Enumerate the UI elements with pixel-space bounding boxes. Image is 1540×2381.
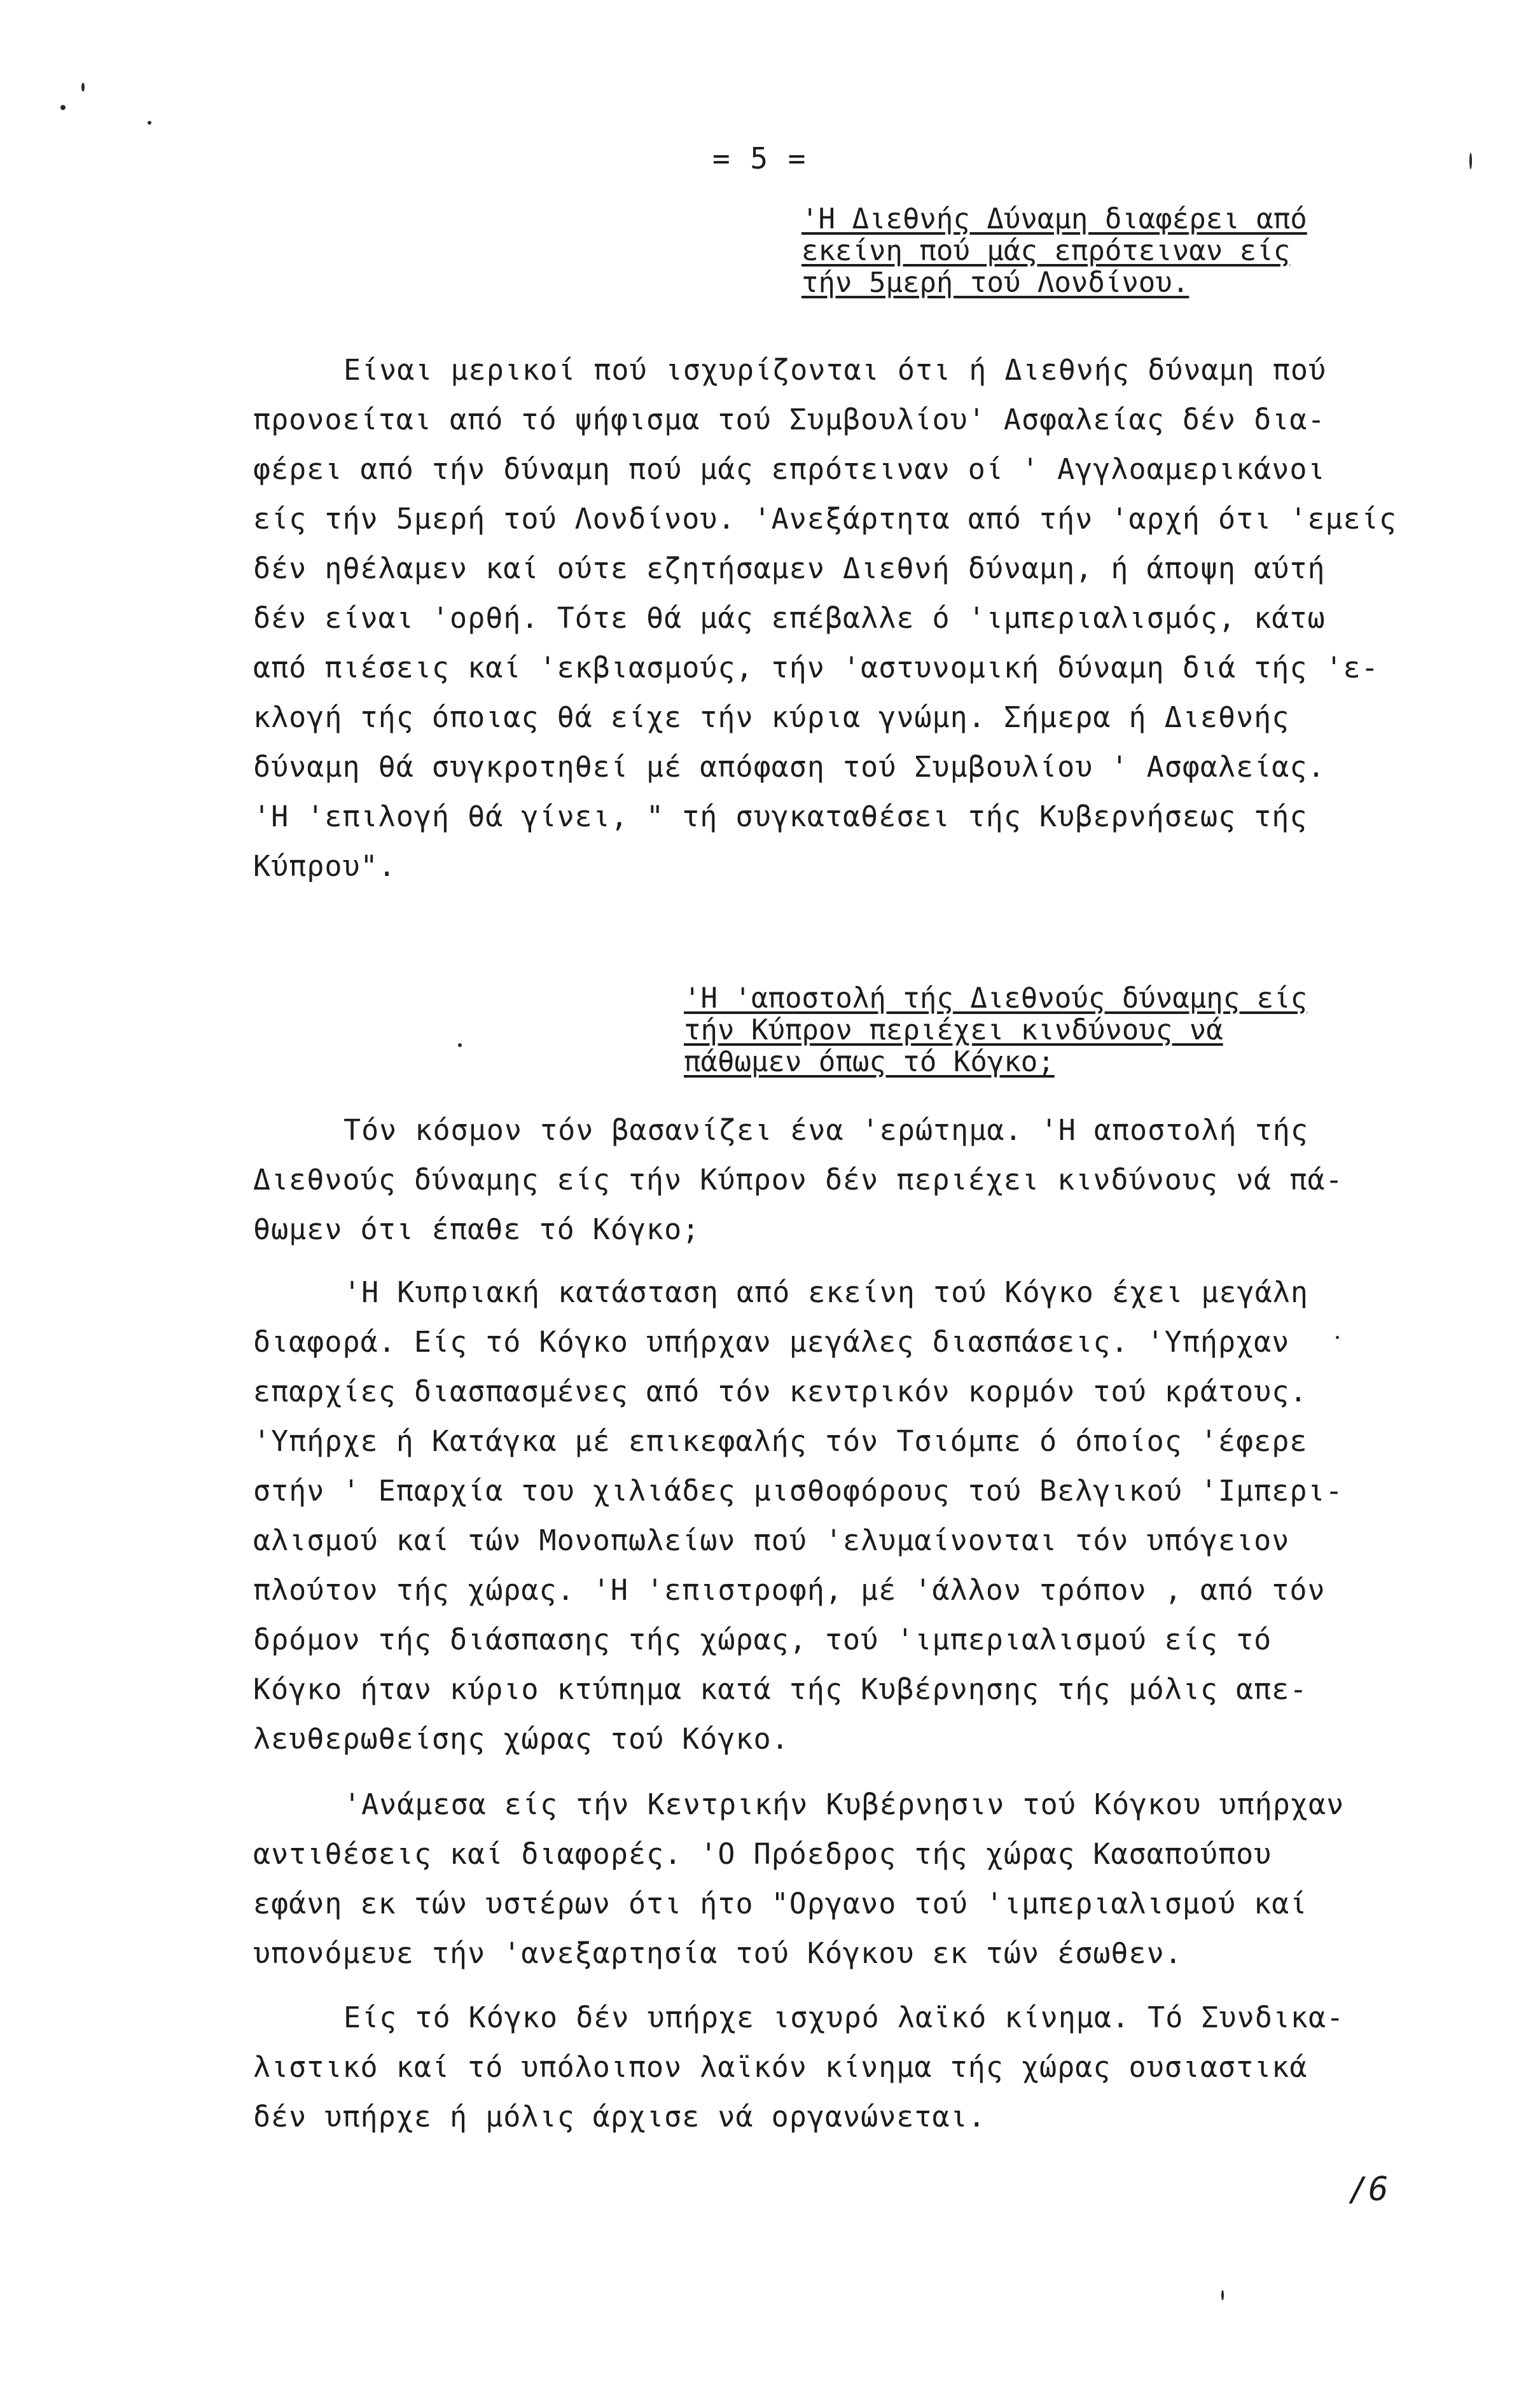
continuation-marker: /6 [1349, 2170, 1389, 2209]
heading-line: πάθωμεν όπως τό Κόγκο; [684, 1046, 1055, 1078]
section-heading-congo-question [684, 983, 1307, 1078]
paragraph-1-line: δέν είναι 'ορθή. Τότε θά μάς επέβαλλε ό 'ιμπεριαλισμός, κάτω [253, 601, 1326, 635]
scan-speck [1336, 1336, 1339, 1339]
paragraph-3-line: πλούτον τής χώρας. 'Η 'επιστροφή, μέ 'άλλον τρόπον , από τόν [253, 1573, 1326, 1607]
paragraph-1-line: Κύπρου". [253, 849, 396, 883]
paragraph-3-line: στήν ' Επαρχία του χιλιάδες μισθοφόρους τού Βελγικού 'Ιμπερι- [253, 1474, 1343, 1508]
scan-speck [60, 105, 66, 110]
scan-speck [81, 83, 85, 92]
paragraph-3-line: λευθερωθείσης χώρας τού Κόγκο. [253, 1722, 789, 1756]
paragraph-1-line: είς τήν 5μερή τού Λονδίνου. 'Ανεξάρτητα από τήν 'αρχή ότι 'εμείς [253, 502, 1397, 536]
paragraph-1-line: από πιέσεις καί 'εκβιασμούς, τήν 'αστυνομική δύναμη διά τής 'ε- [253, 651, 1379, 684]
paragraph-4-line: αντιθέσεις καί διαφορές. 'Ο Πρόεδρος τής χώρας Κασαπούπου [253, 1837, 1272, 1871]
paragraph-1-line: κλογή τής όποιας θά είχε τήν κύρια γνώμη. Σήμερα ή Διεθνής [253, 700, 1290, 734]
paragraph-4-line: υπονόμευε τήν 'ανεξαρτησία τού Κόγκου εκ τών έσωθεν. [253, 1936, 1183, 1970]
paragraph-1-line: φέρει από τήν δύναμη πού μάς επρότειναν οί ' Αγγλοαμερικάνοι [253, 452, 1326, 486]
scan-speck [1221, 2290, 1224, 2300]
paragraph-2-line: Τόν κόσμον τόν βασανίζει ένα 'ερώτημα. 'Η αποστολή τής [343, 1113, 1308, 1147]
heading-line: τήν 5μερή τού Λονδίνου. [801, 267, 1190, 299]
paragraph-5-line: λιστικό καί τό υπόλοιπον λαϊκόν κίνημα τής χώρας ουσιαστικά [253, 2050, 1308, 2084]
paragraph-5-line: δέν υπήρχε ή μόλις άρχισε νά οργανώνεται. [253, 2100, 986, 2134]
heading-line: 'Η 'αποστολή τής Διεθνούς δύναμης είς [684, 982, 1308, 1015]
scan-speck [458, 1043, 462, 1047]
paragraph-3-line: δρόμον τής διάσπασης τής χώρας, τού 'ιμπεριαλισμού είς τό [253, 1623, 1272, 1656]
paragraph-2-line: θωμεν ότι έπαθε τό Κόγκο; [253, 1212, 700, 1246]
paragraph-3-line: επαρχίες διασπασμένες από τόν κεντρικόν κορμόν τού κράτους. [253, 1375, 1308, 1408]
paragraph-3-line: Κόγκο ήταν κύριο κτύπημα κατά τής Κυβέρνησης τής μόλις απε- [253, 1672, 1308, 1706]
scan-speck [148, 121, 151, 125]
paragraph-3-line: 'Η Κυπριακή κατάσταση από εκείνη τού Κόγκο έχει μεγάλη [343, 1275, 1308, 1309]
paragraph-1-line: προνοείται από τό ψήφισμα τού Συμβουλίου' Ασφαλείας δέν δια- [253, 403, 1326, 436]
paragraph-3-line: αλισμού καί τών Μονοπωλείων πού 'ελυμαίνονται τόν υπόγειον [253, 1524, 1290, 1557]
paragraph-1-line: δύναμη θά συγκροτηθεί μέ απόφαση τού Συμβουλίου ' Ασφαλείας. [253, 750, 1326, 784]
paragraph-1-line: δέν ηθέλαμεν καί ούτε εζητήσαμεν Διεθνή δύναμη, ή άποψη αύτή [253, 552, 1326, 585]
paragraph-5-line: Είς τό Κόγκο δέν υπήρχε ισχυρό λαϊκό κίνημα. Τό Συνδικα- [343, 2001, 1345, 2034]
heading-line: εκείνη πού μάς επρότειναν είς [801, 235, 1291, 267]
page-number: = 5 = [712, 141, 807, 176]
paragraph-4-line: εφάνη εκ τών υστέρων ότι ήτο "Οργανο τού 'ιμπεριαλισμού καί [253, 1887, 1308, 1920]
scan-speck [1469, 153, 1472, 169]
paragraph-3-line: 'Υπήρχε ή Κατάγκα μέ επικεφαλής τόν Τσιόμπε ό όποίος 'έφερε [253, 1424, 1308, 1458]
paragraph-3-line: διαφορά. Είς τό Κόγκο υπήρχαν μεγάλες διασπάσεις. 'Υπήρχαν [253, 1325, 1290, 1359]
paragraph-4-line: 'Ανάμεσα είς τήν Κεντρικήν Κυβέρνησιν τού Κόγκου υπήρχαν [343, 1787, 1345, 1821]
paragraph-1-line: 'Η 'επιλογή θά γίνει, " τή συγκαταθέσει τής Κυβερνήσεως τής [253, 800, 1308, 833]
heading-line: 'Η Διεθνής Δύναμη διαφέρει από [801, 203, 1307, 235]
heading-line: τήν Κύπρον περιέχει κινδύνους νά [684, 1014, 1223, 1046]
paragraph-2-line: Διεθνούς δύναμης είς τήν Κύπρον δέν περιέχει κινδύνους νά πά- [253, 1163, 1343, 1197]
section-heading-international-force [801, 204, 1307, 299]
paragraph-1-line: Είναι μερικοί πού ισχυρίζονται ότι ή Διεθνής δύναμη πού [343, 353, 1327, 387]
